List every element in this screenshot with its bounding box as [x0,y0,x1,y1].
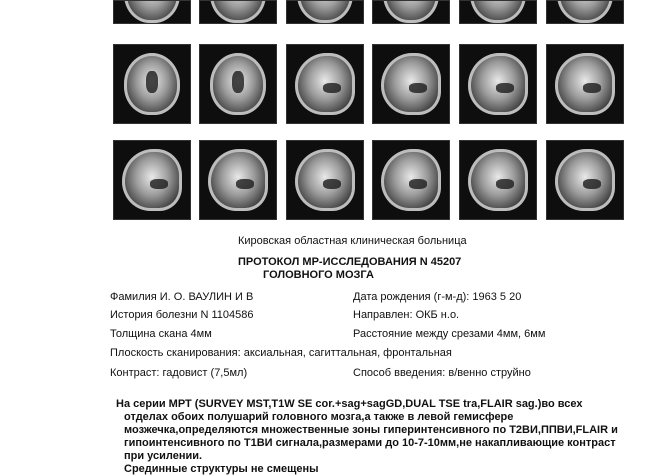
hospital-name: Кировская областная клиническая больница [238,235,467,247]
findings-line: мозжечка,определяются множественные зоны гиперинтенсивного по Т2ВИ,ППВИ,FLAIR и [124,424,618,436]
mri-scan-image [199,44,277,124]
mri-scan-image [113,44,191,124]
protocol-title: ПРОТОКОЛ МР-ИССЛЕДОВАНИЯ N 45207 [238,256,462,268]
findings-line: при усилении. [124,450,203,462]
patient-name-field: Фамилия И. О. ВАУЛИН И В [110,291,254,303]
injection-route-field: Способ введения: в/венно струйно [353,367,531,379]
findings-line: гипоинтенсивного по Т1ВИ сигнала,размерами до 10-7-10мм,не накапливающие контраст [124,437,616,449]
mri-scan-image [372,44,450,124]
mri-scan-image [372,140,450,220]
mri-scan-image [113,0,191,24]
findings-line: отделах обоих полушарий головного мозга,а также в левой гемисфере [124,411,514,423]
mri-scan-image [372,0,450,24]
mri-scan-image [459,140,537,220]
mri-scan-image [286,44,364,124]
slice-distance-field: Расстояние между срезами 4мм, 6мм [353,328,546,340]
mri-image-grid [0,0,657,230]
findings-line-cut: Срединные структуры не смещены [124,463,319,475]
mri-scan-image [286,0,364,24]
scan-planes-field: Плоскость сканирования: аксиальная, сагиттальная, фронтальная [110,347,452,359]
findings-line: На серии МРТ (SURVEY MST,T1W SE cor.+sag+sagGD,DUAL TSE tra,FLAIR sag.)во всех [116,398,583,410]
mri-scan-image [546,44,624,124]
mri-scan-image [199,140,277,220]
scan-thickness-field: Толщина скана 4мм [110,328,212,340]
contrast-field: Контраст: гадовист (7,5мл) [110,367,248,379]
mri-scan-image [199,0,277,24]
mri-scan-image [286,140,364,220]
referred-field: Направлен: ОКБ н.о. [353,309,460,321]
history-number-field: История болезни N 1104586 [110,309,254,321]
mri-scan-image [113,140,191,220]
mri-scan-image [546,140,624,220]
birth-date-field: Дата рождения (г-м-д): 1963 5 20 [353,291,522,303]
mri-scan-image [459,0,537,24]
mri-scan-image [546,0,624,24]
mri-scan-image [459,44,537,124]
protocol-subtitle: ГОЛОВНОГО МОЗГА [263,269,374,281]
